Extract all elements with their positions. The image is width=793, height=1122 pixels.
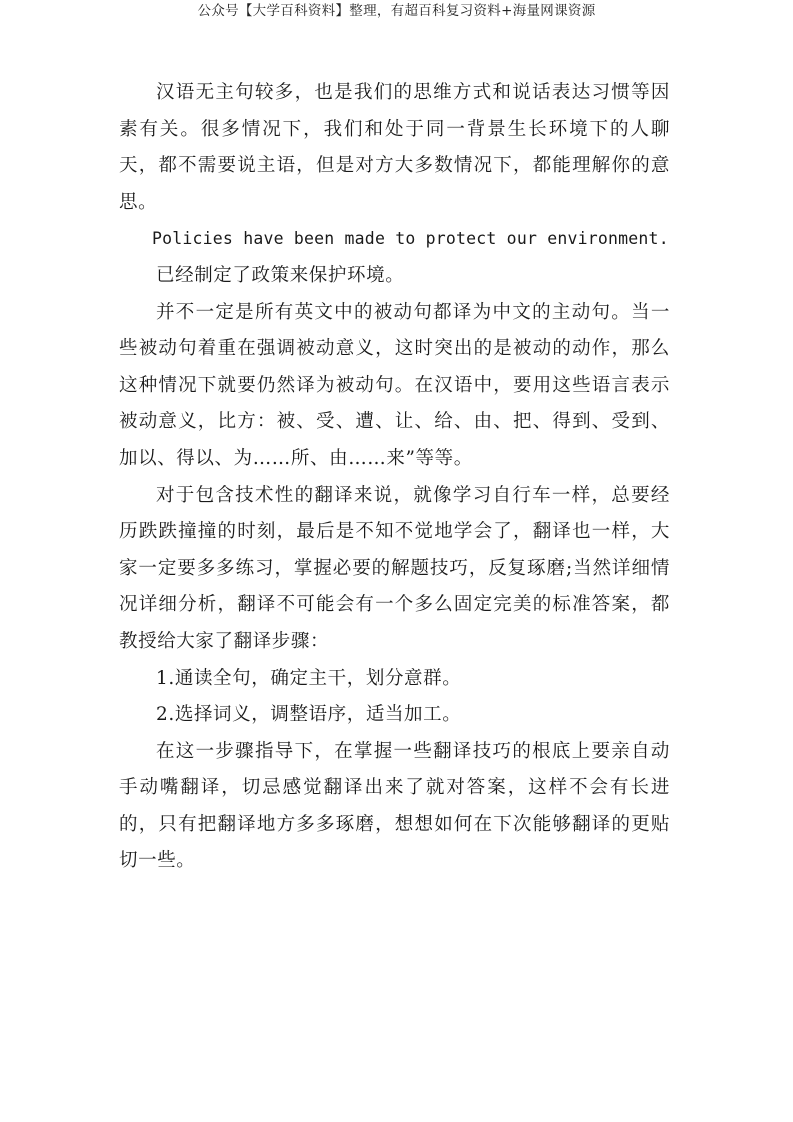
paragraph-chinese-translation: 已经制定了政策来保护环境。 [156, 264, 405, 286]
paragraph-practice-advice: 对于包含技术性的翻译来说，就像学习自行车一样，总要经历跌跌撞撞的时刻，最后是不知不觉地学会了，翻译也一样，大家一定要多多练习，掌握必要的解题技巧，反复琢磨;当然详细情况详细分析，翻译不可能会有一个多么固定完美的标准答案，都教授给大家了翻译步骤： [119, 484, 670, 652]
paragraph-subjectless: 汉语无主句较多，也是我们的思维方式和说话表达习惯等因素有关。很多情况下，我们和处于同一背景生长环境下的人聊天，都不需要说主语，但是对方大多数情况下，都能理解你的意思。 [119, 82, 670, 213]
page-header: 公众号【大学百科资料】整理，有超百科复习资料+海量网课资源 [197, 3, 596, 19]
paragraph-conclusion: 在这一步骤指导下，在掌握一些翻译技巧的根底上要亲自动手动嘴翻译，切忌感觉翻译出来了就对答案，这样不会有长进的，只有把翻译地方多多琢磨，想想如何在下次能够翻译的更贴切一些。 [119, 740, 670, 872]
paragraph-english-example: Policies have been made to protect our environment. [152, 229, 669, 249]
paragraph-passive-voice: 并不一定是所有英文中的被动句都译为中文的主动句。当一些被动句着重在强调被动意义，这时突出的是被动的动作，那么这种情况下就要仍然译为被动句。在汉语中，要用这些语言表示被动意义，比方：被、受、遭、让、给、由、把、得到、受到、加以、得以、为……所、由……来”等等。 [119, 301, 670, 469]
paragraph-step-2: 2.选择词义，调整语序，适当加工。 [156, 704, 462, 726]
paragraph-step-1: 1.通读全句，确定主干，划分意群。 [156, 667, 462, 689]
document-body [119, 75, 670, 880]
